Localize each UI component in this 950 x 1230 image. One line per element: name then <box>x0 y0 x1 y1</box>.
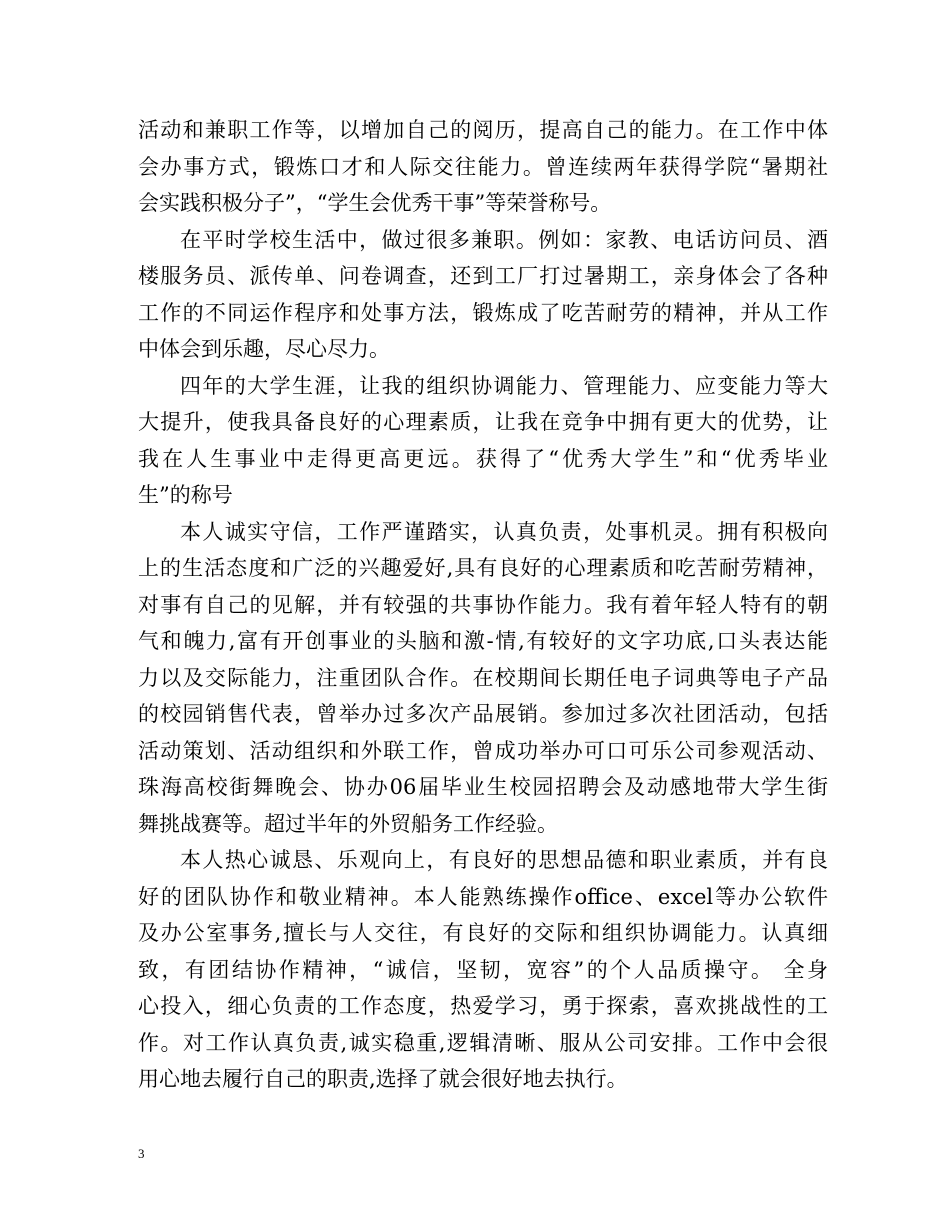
text-line: 生”的称号 <box>138 483 233 507</box>
text-line: 大提升，使我具备良好的心理素质，让我在竞争中拥有更大的优势，让 <box>138 410 828 434</box>
text-line: 本人热心诚恳、乐观向上，有良好的思想品德和职业素质，并有良 <box>180 848 828 872</box>
text-line: 好的团队协作和敬业精神。本人能熟练操作office、excel等办公软件 <box>138 884 828 909</box>
text-line: 用心地去履行自己的职责,选择了就会很好地去执行。 <box>138 1067 628 1091</box>
text-line: 及办公室事务,擅长与人交往，有良好的交际和组织协调能力。认真细 <box>138 921 828 945</box>
text-line: 对事有自己的见解，并有较强的共事协作能力。我有着年轻人特有的朝 <box>138 592 828 617</box>
text-line: 活动策划、活动组织和外联工作，曾成功举办可口可乐公司参观活动、 <box>138 738 828 763</box>
text-line: 会办事方式，锻炼口才和人际交往能力。曾连续两年获得学院“暑期社 <box>138 154 828 179</box>
text-line: 上的生活态度和广泛的兴趣爱好,具有良好的心理素质和吃苦耐劳精神， <box>138 556 828 580</box>
text-line: 心投入，细心负责的工作态度，热爱学习，勇于探索，喜欢挑战性的工 <box>138 994 828 1018</box>
text-line: 在平时学校生活中，做过很多兼职。例如：家教、电话访问员、酒 <box>180 227 828 252</box>
page-number: 3 <box>138 1146 145 1161</box>
text-line: 舞挑战赛等。超过半年的外贸船务工作经验。 <box>138 811 558 836</box>
text-line: 气和魄力,富有开创事业的头脑和激-情,有较好的文字功底,口头表达能 <box>138 629 828 653</box>
text-line: 四年的大学生涯，让我的组织协调能力、管理能力、应变能力等大 <box>180 373 828 398</box>
text-line: 本人诚实守信，工作严谨踏实，认真负责，处事机灵。拥有积极向 <box>180 519 828 544</box>
text-line: 我在人生事业中走得更高更远。获得了“优秀大学生”和“优秀毕业 <box>138 446 828 471</box>
text-line: 作。对工作认真负责,诚实稳重,逻辑清晰、服从公司安排。工作中会很 <box>138 1030 828 1055</box>
text-line: 活动和兼职工作等，以增加自己的阅历，提高自己的能力。在工作中体 <box>138 118 828 142</box>
text-line: 的校园销售代表，曾举办过多次产品展销。参加过多次社团活动，包括 <box>138 702 828 726</box>
text-line: 力以及交际能力，注重团队合作。在校期间长期任电子词典等电子产品 <box>138 665 828 690</box>
text-line: 会实践积极分子”，“学生会优秀干事”等荣誉称号。 <box>138 191 612 215</box>
text-line: 珠海高校街舞晚会、协办06届毕业生校园招聘会及动感地带大学生街 <box>138 775 828 799</box>
body-text <box>138 112 828 1098</box>
text-line: 工作的不同运作程序和处事方法，锻炼成了吃苦耐劳的精神，并从工作 <box>138 300 828 325</box>
text-line: 楼服务员、派传单、问卷调查，还到工厂打过暑期工，亲身体会了各种 <box>138 264 828 288</box>
text-line: 中体会到乐趣，尽心尽力。 <box>138 337 390 361</box>
text-line: 致，有团结协作精神，“诚信，坚韧，宽容”的个人品质操守。 全身 <box>138 957 828 982</box>
